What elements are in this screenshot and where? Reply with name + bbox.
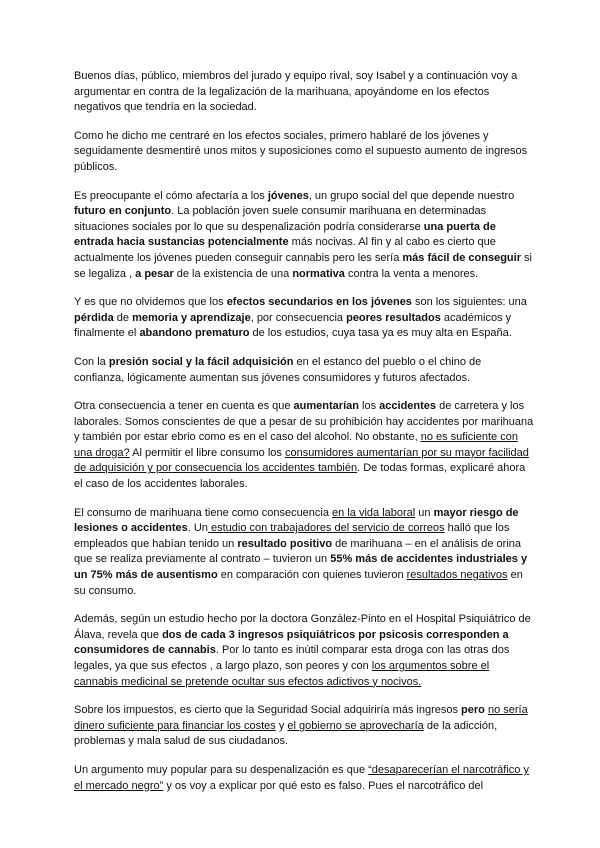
bold-text: jóvenes	[267, 189, 309, 202]
bold-text: aumentarían	[293, 400, 359, 413]
underlined-text: “desaparecerían el narcotráfico y el mercado negro”	[74, 763, 529, 792]
paragraph	[74, 69, 534, 116]
text-run: . Un	[187, 522, 208, 535]
underlined-text: los argumentos sobre el cannabis medicinal se pretende ocultar sus efectos adictivos y nocivos.	[74, 660, 490, 688]
text-run: si se legaliza ,	[74, 251, 532, 280]
text-run: en comparación con quienes tuvieron	[217, 569, 407, 582]
underlined-text: consumidores aumentarían por su mayor facilidad de adquisición y por consecuencia los accidentes también	[74, 446, 529, 475]
underlined-text: estudio con trabajadores del servicio de correos	[207, 522, 445, 535]
text-run: Al permitir el libre consumo los	[129, 446, 285, 459]
text-run: y os voy a explicar por qué esto es falso. Pues el narcotráfico del	[163, 779, 484, 792]
underlined-text: en la vida laboral	[332, 506, 416, 519]
text-run: en su consumo.	[74, 569, 523, 597]
text-run: . La población joven suele consumir marihuana en determinadas situaciones sociales por lo que su despenalización podría considerarse	[74, 205, 487, 233]
bold-text: 55% más de accidentes industriales y un 75% más de ausentismo	[74, 553, 528, 582]
bold-text: a pesar	[135, 267, 174, 280]
paragraph	[74, 763, 534, 794]
bold-text: presión social y la fácil adquisición	[108, 355, 294, 368]
text-run: académicos y finalmente el	[74, 311, 512, 340]
document-body	[74, 69, 534, 807]
text-run: de la existencia de una	[173, 267, 293, 280]
text-run: Con la	[74, 355, 109, 368]
text-run: Y es que no olvidemos que los	[74, 296, 227, 309]
bold-text: efectos secundarios en los jóvenes	[226, 296, 412, 309]
text-run: son los siguientes: una	[411, 296, 527, 309]
paragraph	[74, 399, 534, 493]
paragraph	[74, 506, 534, 600]
text-run: El consumo de marihuana tiene como consecuencia	[74, 506, 333, 519]
text-run: . Por lo tanto es inútil comparar esta droga con las otras dos legales, ya que sus efectos , a largo plazo, son peores y con	[74, 644, 510, 672]
text-run: , un grupo social del que depende nuestro	[308, 189, 515, 202]
bold-text: pero	[461, 704, 485, 717]
text-run: Como he dicho me centraré en los efectos sociales, primero hablaré de los jóvenes y seguidamente desmentiré unos mitos y suposiciones como el supuesto aumento de ingresos públicos.	[74, 129, 528, 173]
text-run: Además, según un estudio hecho por la doctora González-Pinto en el Hospital Psiquiátrico de Álava, revela que	[74, 613, 531, 641]
bold-text: abandono prematuro	[139, 327, 250, 340]
bold-text: dos de cada 3 ingresos psiquiátricos por psicosis corresponden a consumidores de cannabis	[74, 628, 509, 657]
bold-text: normativa	[292, 267, 345, 280]
bold-text: accidentes	[379, 400, 437, 413]
bold-text: resultado positivo	[237, 537, 333, 550]
bold-text: mayor riesgo de lesiones o accidentes	[74, 506, 519, 535]
text-run: Un argumento muy popular para su despenalización es que	[74, 763, 369, 776]
text-run: . De todas formas, explicaré ahora el caso de los accidentes laborales.	[74, 462, 526, 491]
bold-text: más fácil de conseguir	[402, 251, 521, 264]
text-run: , por consecuencia	[250, 311, 347, 324]
text-run: Sobre los impuestos, es cierto que la Seguridad Social adquiriría más ingresos	[74, 704, 462, 717]
text-run: de los estudios, cuya tasa ya es muy alta en España.	[249, 327, 512, 340]
underlined-text: no sería dinero suficiente para financiar los costes	[74, 704, 528, 732]
paragraph	[74, 703, 534, 750]
paragraph	[74, 189, 534, 283]
underlined-text: el gobierno se aprovecharía	[287, 719, 424, 732]
text-run: más nocivas. Al fin y al cabo es cierto que actualmente los jóvenes pueden conseguir cannabis pero les sería	[74, 236, 496, 264]
paragraph	[74, 129, 534, 176]
bold-text: pérdida	[74, 311, 114, 324]
text-run: de carretera y los laborales. Somos conscientes de que a pesar de su prohibición hay accidentes por marihuana y también por estar ebrio como es en el caso del alcohol. No obstante,	[74, 400, 534, 444]
text-run: un	[415, 506, 434, 519]
text-run: Buenos días, público, miembros del jurado y equipo rival, soy Isabel y a continuación voy a argumentar en contra de la legalización de la marihuana, apoyándome en los efectos negativos que tendría en la sociedad.	[74, 70, 518, 114]
text-run: halló que los empleados que habían tenido un	[74, 522, 510, 550]
text-run: de marihuana – en el análisis de orina que se realiza previamente al contrato – tuvieron un	[74, 537, 522, 566]
paragraph	[74, 355, 534, 386]
text-run: Otra consecuencia a tener en cuenta es que	[74, 400, 294, 413]
text-run: y	[275, 719, 288, 732]
paragraph	[74, 295, 534, 342]
bold-text: peores resultados	[346, 311, 441, 324]
bold-text: futuro en conjunto	[74, 205, 172, 218]
text-run: de	[113, 311, 133, 324]
text-run: Es preocupante el cómo afectaría a los	[74, 189, 268, 202]
text-run: los	[358, 400, 380, 413]
underlined-text: no es suficiente con una droga?	[74, 431, 518, 459]
bold-text: memoria y aprendizaje	[132, 311, 251, 324]
underlined-text: resultados negativos	[406, 569, 508, 582]
text-run: en el estanco del pueblo o el chino de confianza, lógicamente aumentan sus jóvenes consumidores y futuros afectados.	[74, 355, 482, 384]
paragraph	[74, 612, 534, 690]
bold-text: una puerta de entrada hacia sustancias potencialmente	[74, 220, 496, 249]
text-run: de la adicción, problemas y mala salud de sus ciudadanos.	[74, 719, 498, 748]
text-run: contra la venta a menores.	[344, 267, 479, 280]
